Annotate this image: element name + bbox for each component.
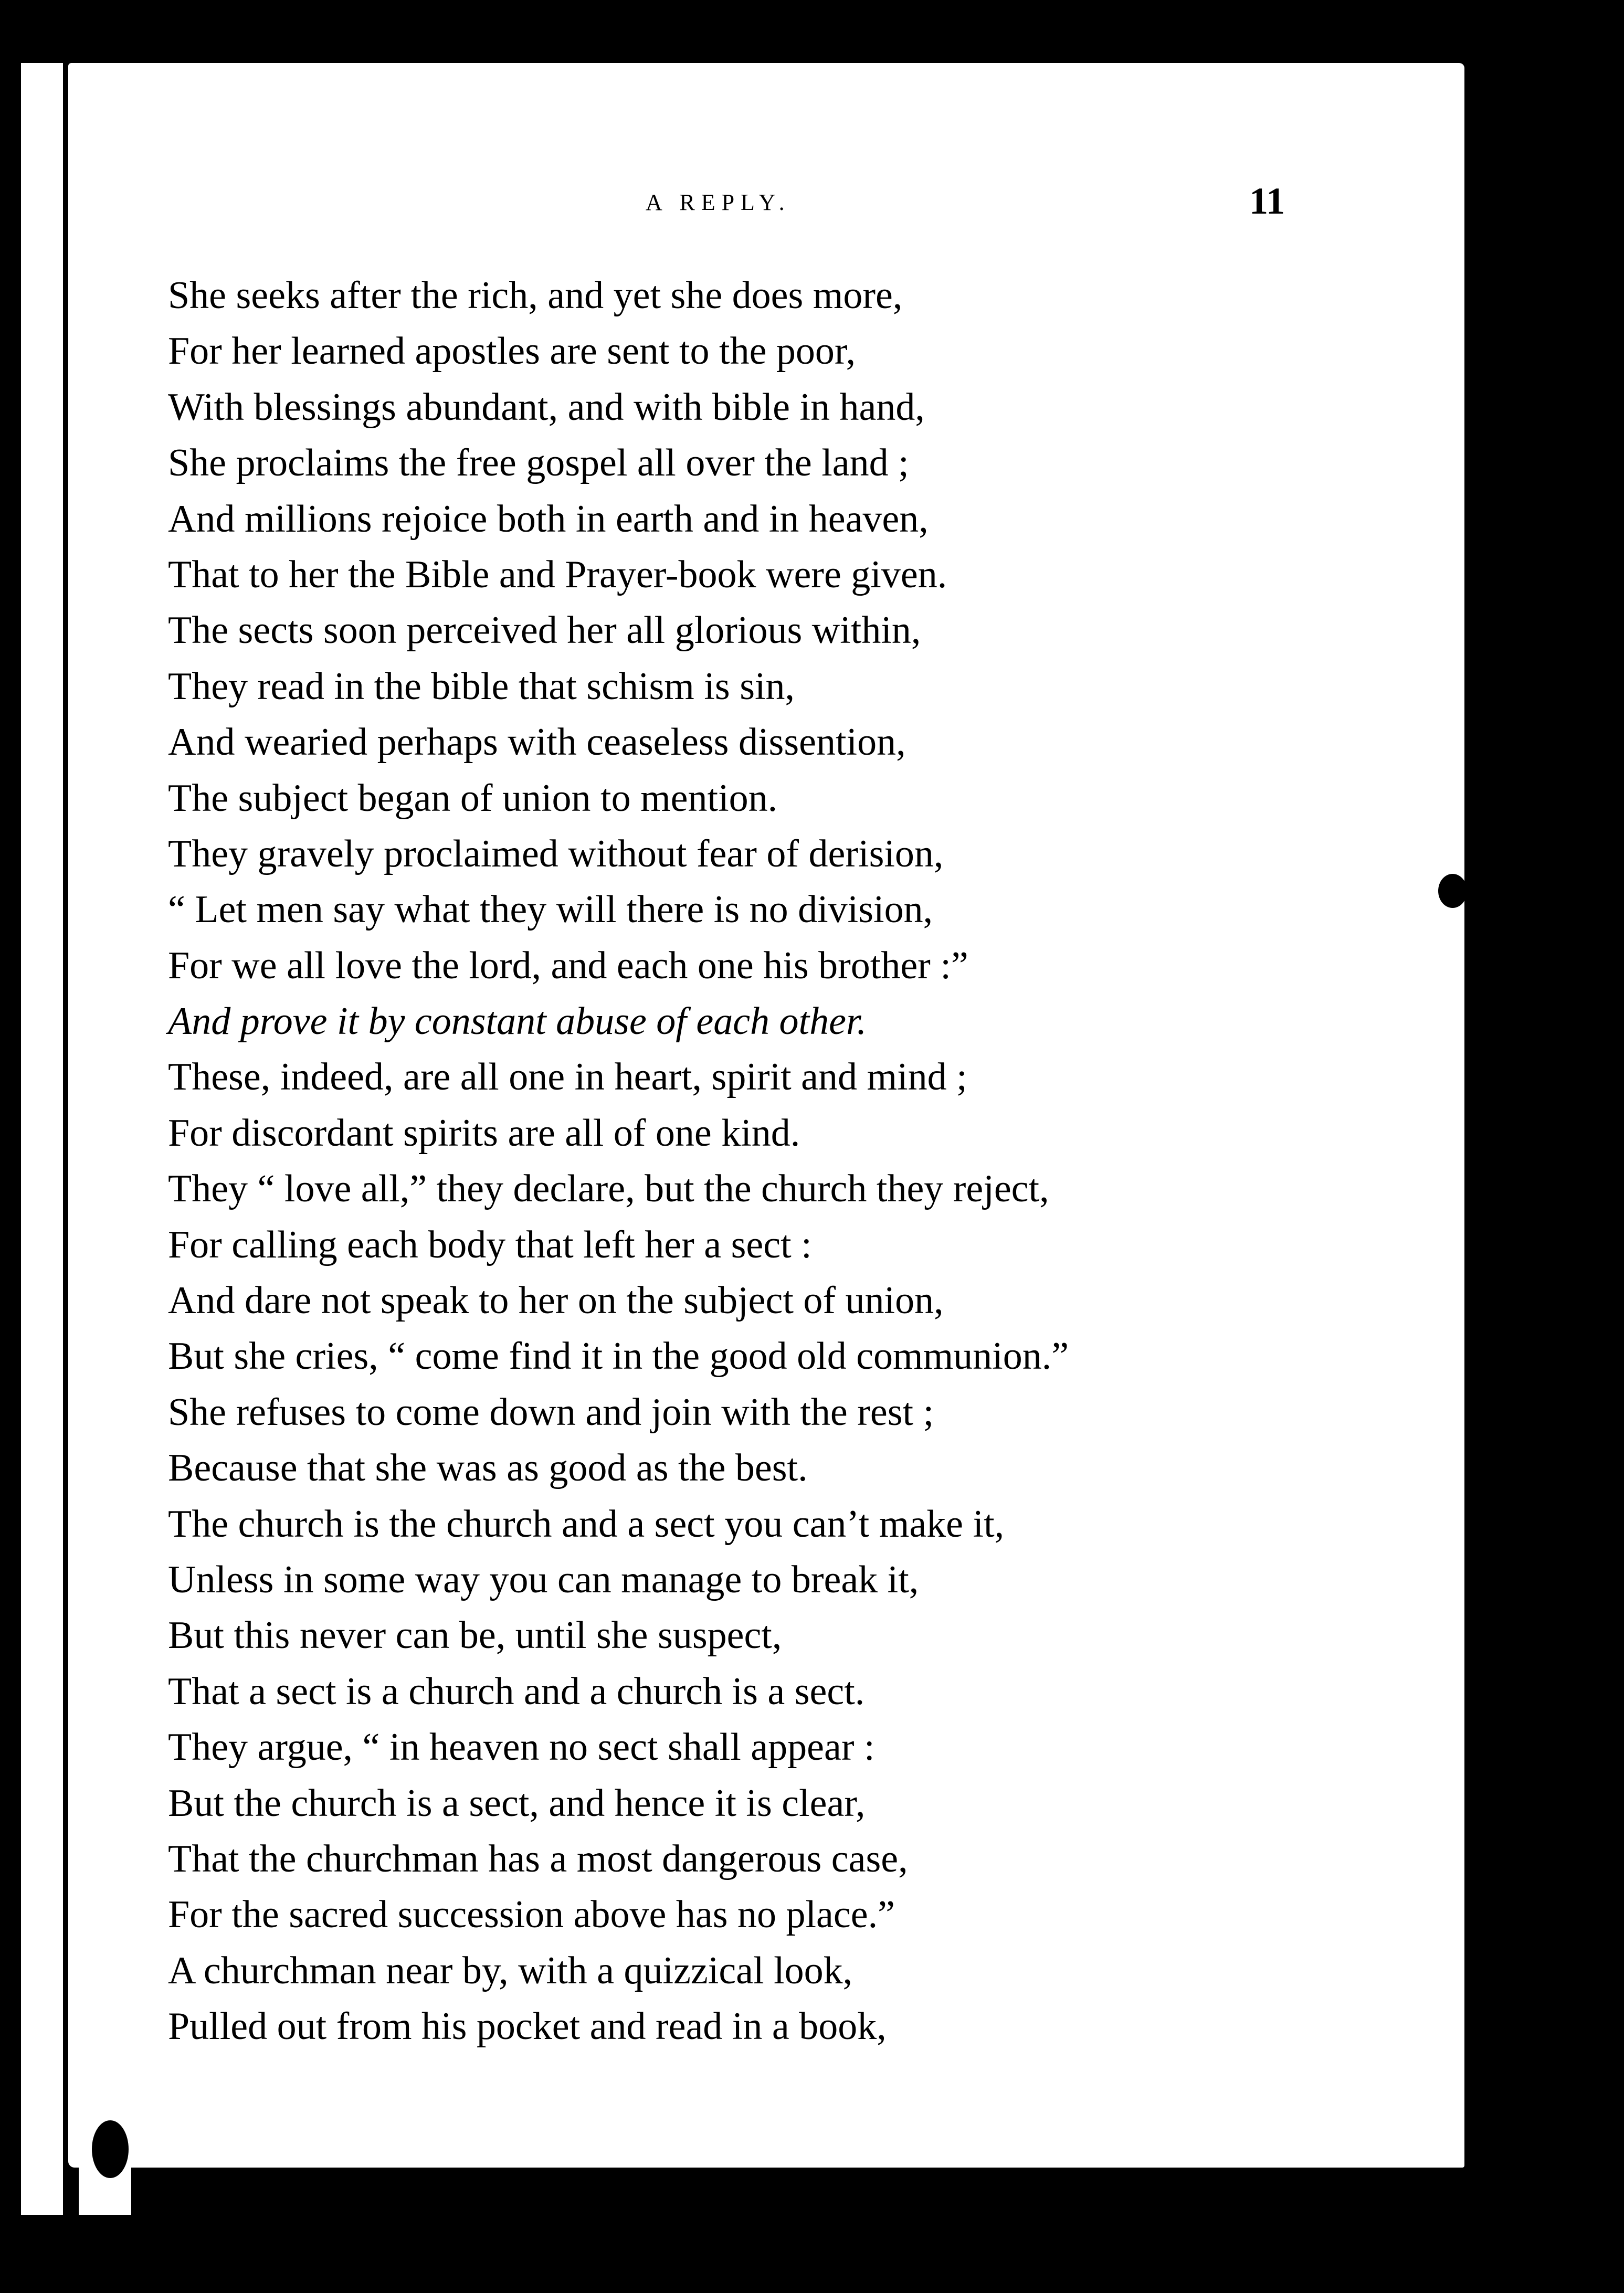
- poem-line: For discordant spirits are all of one kind.: [168, 1111, 800, 1155]
- poem-line: A churchman near by, with a quizzical look,: [168, 1949, 853, 1992]
- ink-blot: [1438, 874, 1467, 908]
- poem-line: But she cries, “ come find it in the good old communion.”: [168, 1335, 1069, 1378]
- ink-blot: [1464, 1616, 1496, 1658]
- poem-line: And dare not speak to her on the subject of union,: [168, 1279, 944, 1323]
- poem-line: Unless in some way you can manage to break it,: [168, 1558, 919, 1601]
- page-header: [0, 180, 1624, 236]
- poem-line: The church is the church and a sect you can’t make it,: [168, 1502, 1005, 1546]
- running-head: A REPLY.: [646, 189, 791, 215]
- poem-line: They gravely proclaimed without fear of derision,: [168, 832, 944, 875]
- poem-line: The subject began of union to mention.: [168, 776, 778, 820]
- poem-line: And millions rejoice both in earth and in heaven,: [168, 497, 929, 541]
- ink-blot: [92, 2120, 129, 2178]
- poem-line: The sects soon perceived her all glorious within,: [168, 609, 921, 652]
- poem-line: Because that she was as good as the best.: [168, 1446, 808, 1490]
- poem-line: That to her the Bible and Prayer-book were given.: [168, 553, 947, 596]
- poem-line: These, indeed, are all one in heart, spirit and mind ;: [168, 1055, 967, 1099]
- poem-line: That a sect is a church and a church is a sect.: [168, 1669, 865, 1713]
- poem-line: “ Let men say what they will there is no division,: [168, 888, 933, 932]
- poem-line: For we all love the lord, and each one his brother :”: [168, 944, 968, 987]
- poem-line: For calling each body that left her a sect :: [168, 1223, 812, 1266]
- poem-line: For her learned apostles are sent to the poor,: [168, 330, 856, 373]
- poem-line: With blessings abundant, and with bible in hand,: [168, 385, 925, 429]
- poem-line: But this never can be, until she suspect,: [168, 1614, 782, 1657]
- poem-line: But the church is a sect, and hence it is clear,: [168, 1781, 866, 1825]
- poem-line: And wearied perhaps with ceaseless dissention,: [168, 721, 906, 764]
- poem-line: They “ love all,” they declare, but the church they reject,: [168, 1167, 1049, 1211]
- poem-line: She seeks after the rich, and yet she does more,: [168, 274, 903, 317]
- page-number: 11: [1249, 180, 1285, 222]
- poem-line: That the churchman has a most dangerous case,: [168, 1837, 908, 1880]
- poem-line: She proclaims the free gospel all over the land ;: [168, 441, 909, 485]
- poem-line: She refuses to come down and join with the rest ;: [168, 1390, 934, 1434]
- poem-line: Pulled out from his pocket and read in a book,: [168, 2005, 887, 2048]
- poem-line: They read in the bible that schism is sin,: [168, 664, 795, 708]
- poem-text: [168, 268, 1428, 2055]
- poem-line: For the sacred succession above has no place.”: [168, 1893, 895, 1937]
- poem-line: They argue, “ in heaven no sect shall appear :: [168, 1726, 875, 1769]
- poem-line-italic: And prove it by constant abuse of each other.: [168, 1000, 867, 1043]
